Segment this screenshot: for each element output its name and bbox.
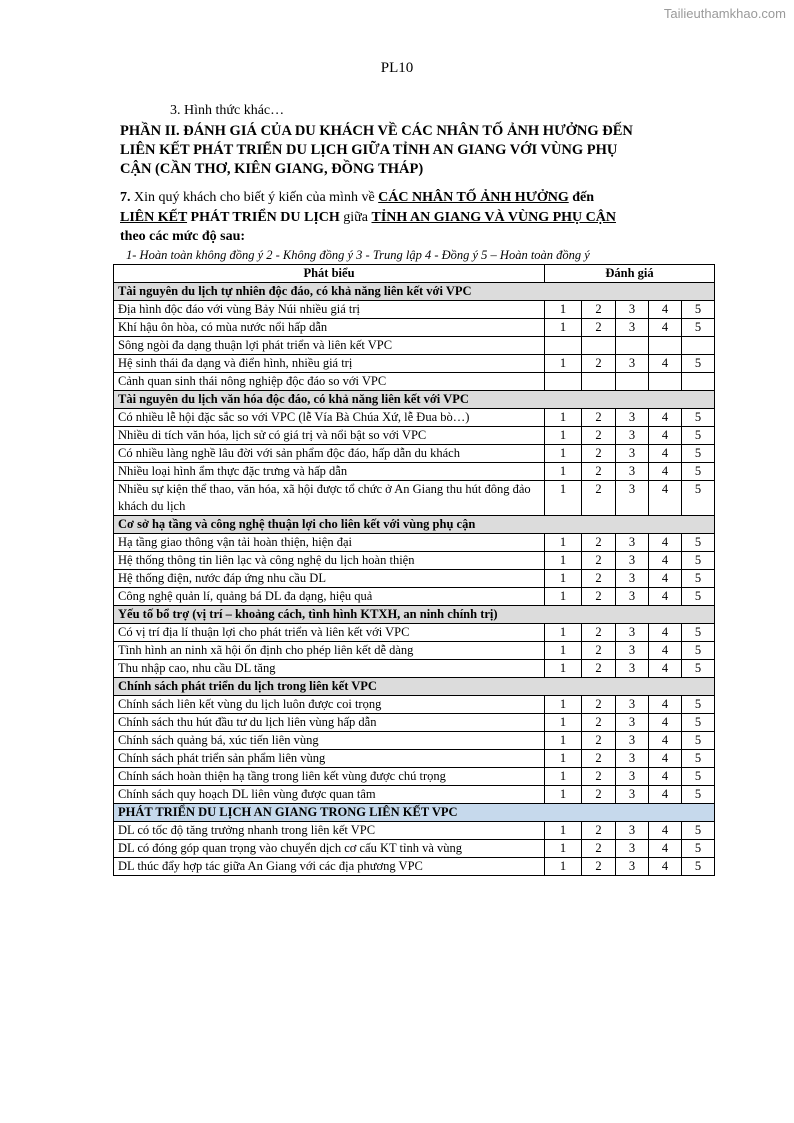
rating-option-3[interactable]: 3 (616, 570, 649, 588)
section-row (114, 804, 715, 822)
list-item-other-form: 3. Hình thức khác… (170, 103, 285, 118)
question-line-2 (120, 208, 720, 228)
table-row (114, 427, 715, 445)
section-row (114, 283, 715, 301)
rating-option-3[interactable]: 3 (616, 714, 649, 732)
rating-option-3[interactable]: 3 (616, 696, 649, 714)
rating-option-3[interactable]: 3 (616, 786, 649, 804)
rating-option-4[interactable]: 4 (649, 858, 682, 876)
rating-option-1[interactable]: 1 (545, 642, 582, 660)
table-row (114, 409, 715, 427)
rating-option-4[interactable] (649, 373, 682, 391)
table-row (114, 319, 715, 337)
statement-cell: DL thúc đẩy hợp tác giữa An Giang với các địa phương VPC (114, 858, 545, 876)
rating-option-1[interactable]: 1 (545, 732, 582, 750)
table-row (114, 858, 715, 876)
watermark: Tailieuthamkhao.com (663, 6, 786, 21)
rating-option-4[interactable]: 4 (649, 768, 682, 786)
rating-option-4[interactable]: 4 (649, 570, 682, 588)
table-row (114, 840, 715, 858)
rating-option-1[interactable]: 1 (545, 552, 582, 570)
rating-option-2[interactable]: 2 (582, 301, 616, 319)
heading-line-1: PHẦN II. ĐÁNH GIÁ CỦA DU KHÁCH VỀ CÁC NHÂN TỐ ẢNH HƯỞNG ĐẾN (120, 123, 633, 139)
rating-option-4[interactable]: 4 (649, 786, 682, 804)
rating-option-1[interactable]: 1 (545, 660, 582, 678)
table-row (114, 732, 715, 750)
rating-option-3[interactable]: 3 (616, 534, 649, 552)
rating-option-1[interactable]: 1 (545, 445, 582, 463)
rating-option-3[interactable]: 3 (616, 588, 649, 606)
rating-option-1[interactable]: 1 (545, 319, 582, 337)
rating-option-5[interactable]: 5 (682, 570, 715, 588)
rating-option-2[interactable]: 2 (582, 642, 616, 660)
rating-option-2[interactable]: 2 (582, 768, 616, 786)
rating-option-3[interactable]: 3 (616, 624, 649, 642)
rating-option-1[interactable]: 1 (545, 534, 582, 552)
rating-option-3[interactable]: 3 (616, 427, 649, 445)
rating-option-2[interactable] (582, 373, 616, 391)
rating-option-5[interactable]: 5 (682, 552, 715, 570)
table-row (114, 624, 715, 642)
rating-option-5[interactable]: 5 (682, 319, 715, 337)
rating-option-4[interactable]: 4 (649, 463, 682, 481)
rating-option-4[interactable]: 4 (649, 481, 682, 516)
statement-cell: Chính sách quảng bá, xúc tiến liên vùng (114, 732, 545, 750)
survey-table (113, 264, 715, 876)
table-row (114, 481, 715, 516)
rating-option-1[interactable]: 1 (545, 786, 582, 804)
statement-cell: Cảnh quan sinh thái nông nghiệp độc đáo so với VPC (114, 373, 545, 391)
statement-cell: Chính sách thu hút đầu tư du lịch liên vùng hấp dẫn (114, 714, 545, 732)
rating-option-3[interactable]: 3 (616, 768, 649, 786)
table-row (114, 534, 715, 552)
rating-option-1[interactable]: 1 (545, 570, 582, 588)
table-body (114, 283, 715, 876)
header-rating: Đánh giá (545, 265, 715, 283)
question-line-1 (120, 188, 720, 208)
question-text-2: đến (568, 190, 595, 205)
page-number: PL10 (380, 60, 414, 76)
rating-option-3[interactable]: 3 (616, 463, 649, 481)
rating-option-5[interactable]: 5 (682, 696, 715, 714)
rating-option-4[interactable]: 4 (649, 445, 682, 463)
statement-cell: Địa hình độc đáo với vùng Bảy Núi nhiều giá trị (114, 301, 545, 319)
rating-option-2[interactable]: 2 (582, 624, 616, 642)
rating-option-4[interactable]: 4 (649, 732, 682, 750)
question-number: 7. (120, 190, 131, 205)
rating-option-4[interactable]: 4 (649, 840, 682, 858)
rating-option-2[interactable]: 2 (582, 660, 616, 678)
table-row (114, 301, 715, 319)
rating-option-3[interactable]: 3 (616, 822, 649, 840)
statement-cell: Có vị trí địa lí thuận lợi cho phát triển và liên kết với VPC (114, 624, 545, 642)
rating-option-2[interactable]: 2 (582, 427, 616, 445)
statement-cell: Hệ sinh thái đa dạng và điển hình, nhiều giá trị (114, 355, 545, 373)
section-title: PHÁT TRIỂN DU LỊCH AN GIANG TRONG LIÊN KẾT VPC (114, 804, 715, 822)
section-title: Tài nguyên du lịch tự nhiên độc đáo, có khả năng liên kết với VPC (114, 283, 715, 301)
table-row (114, 570, 715, 588)
rating-option-5[interactable]: 5 (682, 427, 715, 445)
table-row (114, 750, 715, 768)
rating-option-2[interactable]: 2 (582, 732, 616, 750)
statement-cell: Chính sách liên kết vùng du lịch luôn được coi trọng (114, 696, 545, 714)
statement-cell: Khí hậu ôn hòa, có mùa nước nổi hấp dẫn (114, 319, 545, 337)
rating-option-3[interactable]: 3 (616, 732, 649, 750)
rating-option-3[interactable]: 3 (616, 481, 649, 516)
rating-option-2[interactable]: 2 (582, 355, 616, 373)
rating-option-4[interactable]: 4 (649, 552, 682, 570)
rating-option-5[interactable]: 5 (682, 714, 715, 732)
rating-option-4[interactable]: 4 (649, 624, 682, 642)
statement-cell: Chính sách quy hoạch DL liên vùng được quan tâm (114, 786, 545, 804)
rating-option-1[interactable]: 1 (545, 588, 582, 606)
statement-cell: Thu nhập cao, nhu cầu DL tăng (114, 660, 545, 678)
table-row (114, 696, 715, 714)
rating-option-2[interactable]: 2 (582, 534, 616, 552)
question-emphasis-region: TỈNH AN GIANG VÀ VÙNG PHỤ CẬN (371, 209, 617, 225)
rating-option-1[interactable]: 1 (545, 624, 582, 642)
rating-option-5[interactable] (682, 337, 715, 355)
rating-option-5[interactable]: 5 (682, 750, 715, 768)
rating-option-1[interactable]: 1 (545, 840, 582, 858)
rating-option-5[interactable]: 5 (682, 481, 715, 516)
statement-cell: Sông ngòi đa dạng thuận lợi phát triển và liên kết VPC (114, 337, 545, 355)
statement-cell: Chính sách hoàn thiện hạ tầng trong liên kết vùng được chú trọng (114, 768, 545, 786)
table-header-row (114, 265, 715, 283)
rating-option-5[interactable]: 5 (682, 642, 715, 660)
statement-cell: Hệ thống điện, nước đáp ứng nhu cầu DL (114, 570, 545, 588)
section-row (114, 516, 715, 534)
rating-option-4[interactable]: 4 (649, 301, 682, 319)
section-row (114, 678, 715, 696)
rating-option-3[interactable]: 3 (616, 750, 649, 768)
rating-option-3[interactable]: 3 (616, 301, 649, 319)
question-text-1: Xin quý khách cho biết ý kiến của mình về (130, 190, 379, 205)
rating-option-5[interactable]: 5 (682, 463, 715, 481)
question-emphasis-factors: CÁC NHÂN TỐ ẢNH HƯỞNG (378, 190, 569, 205)
rating-option-2[interactable]: 2 (582, 570, 616, 588)
rating-option-2[interactable]: 2 (582, 481, 616, 516)
statement-cell: Hạ tầng giao thông vận tải hoàn thiện, hiện đại (114, 534, 545, 552)
statement-cell: Có nhiều làng nghề lâu đời với sản phẩm độc đáo, hấp dẫn du khách (114, 445, 545, 463)
section-heading (120, 122, 720, 179)
section-title: Cơ sở hạ tầng và công nghệ thuận lợi cho liên kết với vùng phụ cận (114, 516, 715, 534)
rating-option-5[interactable]: 5 (682, 588, 715, 606)
rating-option-1[interactable]: 1 (545, 463, 582, 481)
table-row (114, 552, 715, 570)
statement-cell: Có nhiều lễ hội đặc sắc so với VPC (lễ Vía Bà Chúa Xứ, lễ Đua bò…) (114, 409, 545, 427)
rating-option-1[interactable] (545, 373, 582, 391)
table-row (114, 588, 715, 606)
question-text-3: PHÁT TRIỂN DU LỊCH (187, 209, 340, 225)
rating-option-2[interactable]: 2 (582, 714, 616, 732)
table-row (114, 463, 715, 481)
rating-option-4[interactable]: 4 (649, 355, 682, 373)
table-row (114, 337, 715, 355)
rating-option-5[interactable]: 5 (682, 858, 715, 876)
heading-line-2: LIÊN KẾT PHÁT TRIỂN DU LỊCH GIỮA TỈNH AN GIANG VỚI VÙNG PHỤ (120, 142, 618, 158)
table-row (114, 355, 715, 373)
table-row (114, 714, 715, 732)
table-row (114, 786, 715, 804)
rating-option-5[interactable]: 5 (682, 660, 715, 678)
statement-cell: DL có tốc độ tăng trưởng nhanh trong liên kết VPC (114, 822, 545, 840)
rating-option-3[interactable]: 3 (616, 840, 649, 858)
statement-cell: Chính sách phát triển sản phẩm liên vùng (114, 750, 545, 768)
rating-option-5[interactable]: 5 (682, 768, 715, 786)
rating-option-1[interactable]: 1 (545, 750, 582, 768)
rating-option-2[interactable]: 2 (582, 588, 616, 606)
rating-option-4[interactable]: 4 (649, 750, 682, 768)
rating-option-2[interactable]: 2 (582, 696, 616, 714)
rating-option-1[interactable]: 1 (545, 427, 582, 445)
section-row (114, 391, 715, 409)
rating-option-1[interactable]: 1 (545, 301, 582, 319)
rating-option-5[interactable]: 5 (682, 409, 715, 427)
rating-option-2[interactable]: 2 (582, 445, 616, 463)
rating-option-1[interactable]: 1 (545, 481, 582, 516)
rating-option-2[interactable]: 2 (582, 822, 616, 840)
rating-option-5[interactable]: 5 (682, 840, 715, 858)
rating-option-1[interactable]: 1 (545, 768, 582, 786)
rating-option-1[interactable]: 1 (545, 355, 582, 373)
statement-cell: Tình hình an ninh xã hội ổn định cho phép liên kết dễ dàng (114, 642, 545, 660)
rating-option-2[interactable]: 2 (582, 786, 616, 804)
rating-option-5[interactable]: 5 (682, 301, 715, 319)
rating-option-4[interactable]: 4 (649, 660, 682, 678)
rating-option-4[interactable]: 4 (649, 822, 682, 840)
rating-option-1[interactable]: 1 (545, 714, 582, 732)
rating-option-5[interactable]: 5 (682, 355, 715, 373)
question-line-3: theo các mức độ sau: (120, 229, 246, 244)
rating-option-5[interactable] (682, 373, 715, 391)
rating-option-3[interactable]: 3 (616, 660, 649, 678)
question-emphasis-linkage: LIÊN KẾT (120, 209, 188, 225)
rating-option-2[interactable]: 2 (582, 319, 616, 337)
rating-option-3[interactable]: 3 (616, 409, 649, 427)
rating-option-5[interactable]: 5 (682, 534, 715, 552)
table-row (114, 445, 715, 463)
rating-option-4[interactable]: 4 (649, 588, 682, 606)
rating-option-1[interactable]: 1 (545, 696, 582, 714)
rating-option-1[interactable] (545, 337, 582, 355)
rating-option-2[interactable]: 2 (582, 840, 616, 858)
rating-option-4[interactable]: 4 (649, 319, 682, 337)
statement-cell: DL có đóng góp quan trọng vào chuyển dịch cơ cấu KT tỉnh và vùng (114, 840, 545, 858)
rating-option-4[interactable]: 4 (649, 534, 682, 552)
rating-option-2[interactable]: 2 (582, 409, 616, 427)
rating-option-5[interactable]: 5 (682, 786, 715, 804)
table-row (114, 642, 715, 660)
rating-option-3[interactable] (616, 337, 649, 355)
rating-option-4[interactable]: 4 (649, 714, 682, 732)
rating-option-3[interactable]: 3 (616, 858, 649, 876)
rating-option-4[interactable]: 4 (649, 642, 682, 660)
rating-option-3[interactable] (616, 373, 649, 391)
question-7 (120, 188, 720, 247)
rating-option-3[interactable]: 3 (616, 355, 649, 373)
section-title: Tài nguyên du lịch văn hóa độc đáo, có khả năng liên kết với VPC (114, 391, 715, 409)
header-statement: Phát biểu (114, 265, 545, 283)
rating-option-2[interactable]: 2 (582, 858, 616, 876)
question-text-4: giữa (339, 209, 372, 225)
rating-option-4[interactable] (649, 337, 682, 355)
rating-option-1[interactable]: 1 (545, 409, 582, 427)
rating-option-4[interactable]: 4 (649, 696, 682, 714)
section-title: Yếu tố bổ trợ (vị trí – khoảng cách, tình hình KTXH, an ninh chính trị) (114, 606, 715, 624)
rating-option-2[interactable]: 2 (582, 750, 616, 768)
rating-option-4[interactable]: 4 (649, 409, 682, 427)
rating-option-5[interactable]: 5 (682, 624, 715, 642)
statement-cell: Nhiều loại hình ẩm thực đặc trưng và hấp dẫn (114, 463, 545, 481)
statement-cell: Hệ thống thông tin liên lạc và công nghệ du lịch hoàn thiện (114, 552, 545, 570)
rating-option-1[interactable]: 1 (545, 822, 582, 840)
statement-cell: Công nghệ quản lí, quảng bá DL đa dạng, hiệu quả (114, 588, 545, 606)
section-row (114, 606, 715, 624)
rating-option-3[interactable]: 3 (616, 319, 649, 337)
statement-cell: Nhiều sự kiện thể thao, văn hóa, xã hội được tổ chức ở An Giang thu hút đông đảo khách du lịch (114, 481, 545, 516)
rating-option-4[interactable]: 4 (649, 427, 682, 445)
table-row (114, 373, 715, 391)
section-title: Chính sách phát triển du lịch trong liên kết VPC (114, 678, 715, 696)
heading-line-3: CẬN (CẦN THƠ, KIÊN GIANG, ĐỒNG THÁP) (120, 161, 424, 177)
table-row (114, 660, 715, 678)
rating-option-3[interactable]: 3 (616, 445, 649, 463)
rating-option-2[interactable]: 2 (582, 552, 616, 570)
rating-option-1[interactable]: 1 (545, 858, 582, 876)
table-row (114, 822, 715, 840)
rating-option-5[interactable]: 5 (682, 732, 715, 750)
rating-option-3[interactable]: 3 (616, 552, 649, 570)
table-row (114, 768, 715, 786)
rating-scale-legend: 1- Hoàn toàn không đồng ý 2 - Không đồng ý 3 - Trung lập 4 - Đồng ý 5 – Hoàn toàn đồng ý (126, 248, 590, 262)
statement-cell: Nhiều di tích văn hóa, lịch sử có giá trị và nổi bật so với VPC (114, 427, 545, 445)
rating-option-5[interactable]: 5 (682, 445, 715, 463)
rating-option-2[interactable] (582, 337, 616, 355)
rating-option-2[interactable]: 2 (582, 463, 616, 481)
rating-option-5[interactable]: 5 (682, 822, 715, 840)
rating-option-3[interactable]: 3 (616, 642, 649, 660)
